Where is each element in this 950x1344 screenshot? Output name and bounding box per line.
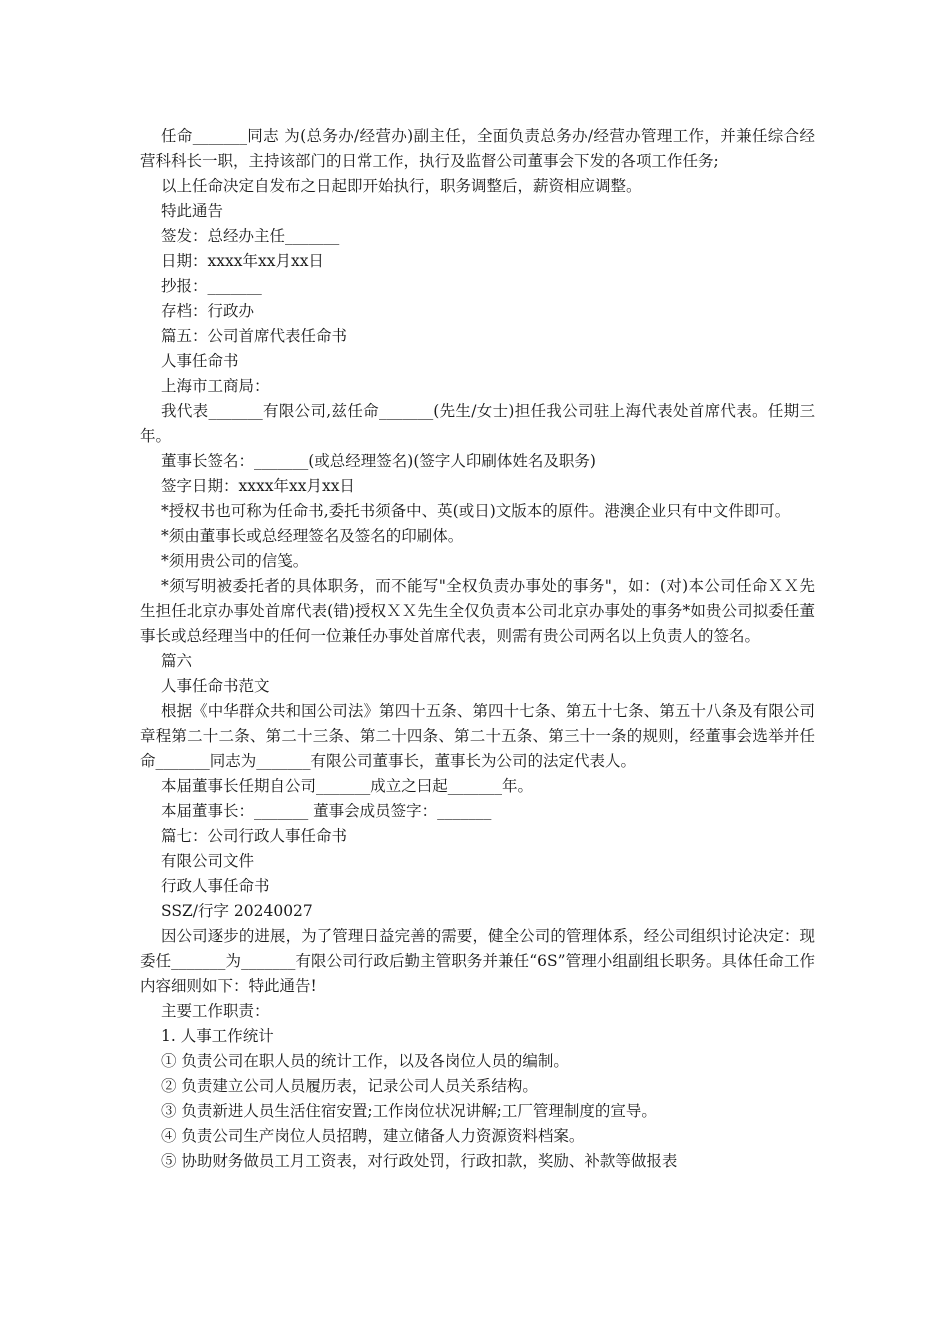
duty-item: ③ 负责新进人员生活住宿安置;工作岗位状况讲解;工厂管理制度的宣导。 [161, 1102, 657, 1120]
duty-item: ④ 负责公司生产岗位人员招聘，建立储备人力资源资料档案。 [161, 1127, 585, 1145]
paragraph-representative: 我代表_______有限公司,兹任命_______(先生/女士)担任我公司驻上海代表处首席代表。任期三年。 [140, 402, 815, 445]
paragraph-chairman-sign: 董事长签名：_______(或总经理签名)(签字人印刷体姓名及职务) [161, 452, 596, 470]
doc-title: 人事任命书 [161, 352, 239, 370]
duty-item: ① 负责公司在职人员的统计工作，以及各岗位人员的编制。 [161, 1052, 569, 1070]
duties-heading: 主要工作职责： [161, 1002, 270, 1020]
duty-item: ⑤ 协助财务做员工月工资表，对行政处罚，行政扣款，奖励、补款等做报表 [161, 1152, 678, 1170]
paragraph-appointment: 任命_______同志 为(总务办/经营办)副主任，全面负责总务办/经营办管理工作，并兼任综合经营科科长一职，主持该部门的日常工作，执行及监督公司董事会下发的各项工作任务; [140, 127, 815, 170]
addressee: 上海市工商局： [161, 377, 270, 395]
doc-title: 人事任命书范文 [161, 677, 270, 695]
paragraph-legal-basis: 根据《中华群众共和国公司法》第四十五条、第四十七条、第五十七条、第五十八条及有限公司章程第二十二条、第二十三条、第二十四条、第二十五条、第三十一条的规则，经董事会选举并任命_______同志为_______有限公司董事长，董事长为公司的法定代表人。 [140, 702, 815, 770]
doc-title: 行政人事任命书 [161, 877, 270, 895]
doc-number: SSZ/行字 20240027 [161, 902, 313, 920]
paragraph-notice: 特此通告 [161, 202, 224, 220]
note-item: *须写明被委托者的具体职务，而不能写"全权负责办事处的事务"，如：(对)本公司任命ＸＸ先生担任北京办事处首席代表(错)授权ＸＸ先生全仅负责本公司北京办事处的事务*如贵公司拟委任董事长或总经理当中的任何一位兼任办事处首席代表，则需有贵公司两名以上负责人的签名。 [140, 577, 815, 645]
duty-item: ② 负责建立公司人员履历表，记录公司人员关系结构。 [161, 1077, 538, 1095]
paragraph-decision: 因公司逐步的进展，为了管理日益完善的需要，健全公司的管理体系，经公司组织讨论决定：现委任_______为_______有限公司行政后勤主管职务并兼任“6S”管理小组副组长职务。具体任命工作内容细则如下：特此通告! [140, 927, 815, 995]
paragraph-cc: 抄报：_______ [161, 277, 262, 295]
company-doc-label: 有限公司文件 [161, 852, 255, 870]
paragraph-term: 本届董事长任期自公司_______成立之曰起_______年。 [161, 777, 534, 795]
section-heading-6: 篇六 [161, 652, 193, 670]
note-item: *须用贵公司的信笺。 [161, 552, 309, 570]
section-heading-5: 篇五：公司首席代表任命书 [161, 327, 348, 345]
paragraph-date: 日期：xxxx年xx月xx日 [161, 252, 324, 270]
section-heading-7: 篇七：公司行政人事任命书 [161, 827, 348, 845]
paragraph-effective: 以上任命决定自发布之日起即开始执行，职务调整后，薪资相应调整。 [161, 177, 642, 195]
paragraph-archive: 存档：行政办 [161, 302, 255, 320]
paragraph-sign-date: 签字日期：xxxx年xx月xx日 [161, 477, 355, 495]
note-item: *授权书也可称为任命书,委托书须备中、英(或日)文版本的原件。港澳企业只有中文件即可。 [161, 502, 791, 520]
paragraph-issuer: 签发：总经办主任_______ [161, 227, 340, 245]
paragraph-board-sign: 本届董事长：_______ 董事会成员签字：_______ [161, 802, 492, 820]
duty-category: 1. 人事工作统计 [161, 1027, 274, 1045]
note-item: *须由董事长或总经理签名及签名的印刷体。 [161, 527, 464, 545]
document-body [140, 124, 815, 1174]
